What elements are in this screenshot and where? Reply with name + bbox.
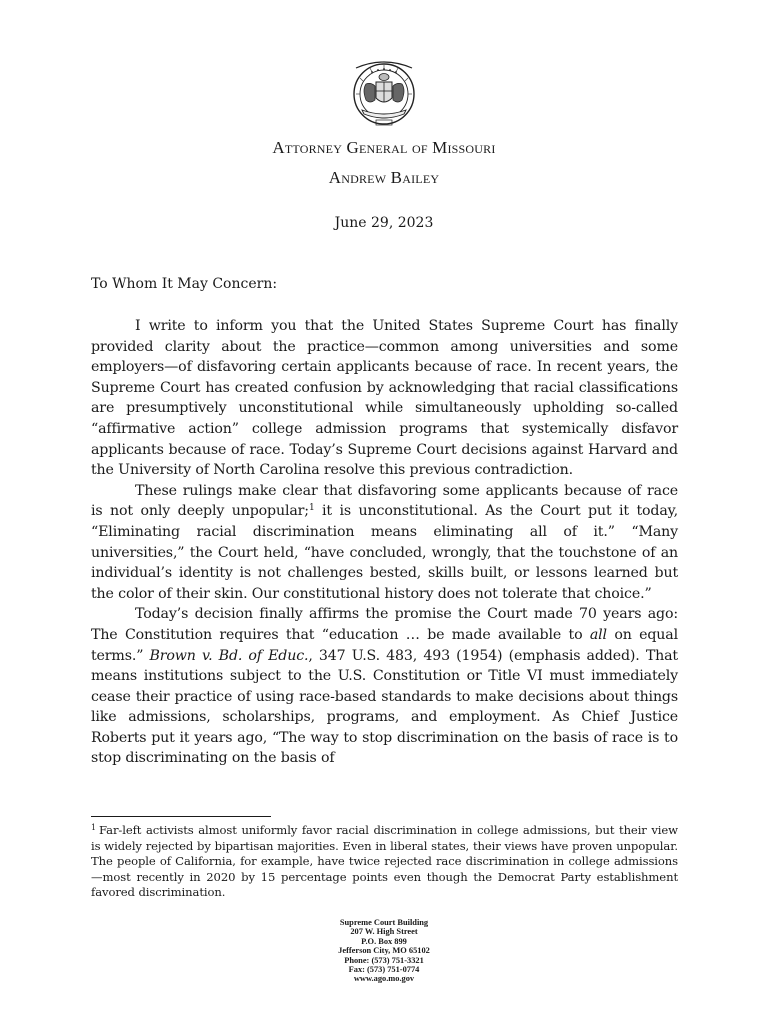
letter-body	[91, 316, 678, 769]
attorney-general-name: Andrew Bailey	[328, 168, 440, 187]
address-city: Jefferson City, MO 65102	[338, 946, 430, 956]
paragraph-2	[91, 481, 678, 605]
paragraph-3	[91, 604, 678, 769]
address-street: 207 W. High Street	[350, 927, 418, 937]
footnote-text: Far-left activists almost uniformly favor racial discrimination in college admissions, but their view is widely rejected by bipartisan majorities. Even in liberal states, their views have proven unpopular. The people of California, for example, have twice rejected race discrimination in college admissions—most recently in 2020 by 15 percentage points even though the Democrat Party establishment favored discrimination.	[91, 823, 678, 900]
paragraph-3-text-a: Today’s decision finally affirms the promise the Court made 70 years ago: The Constitution requires that “education … be made available to	[91, 606, 678, 643]
emphasis-all: all	[589, 626, 607, 643]
office-address	[0, 918, 768, 984]
address-website[interactable]: www.ago.mo.gov	[353, 974, 415, 984]
address-phone: Phone: (573) 751-3321	[344, 955, 424, 965]
office-title: Attorney General of Missouri	[272, 138, 496, 157]
address-fax: Fax: (573) 751-0774	[348, 965, 420, 975]
paragraph-2-text-a: These rulings make clear that disfavoring some applicants because of race is not only deeply unpopular;	[91, 482, 678, 520]
footnote-divider	[91, 816, 271, 817]
case-citation: Brown v. Bd. of Educ.	[149, 647, 309, 664]
paragraph-2-text-b: it is unconstitutional. As the Court put it today, “Eliminating racial discrimination means eliminating all of it.” “Many universities,” the Court held, “have concluded, wrongly, that the touchstone of an individual’s identity is not challenges bested, skills built, or lessons learned but the color of their skin. Our constitutional history does not tolerate that choice.”	[91, 503, 678, 602]
footnote-1	[91, 823, 678, 901]
missouri-state-seal-icon	[342, 54, 426, 132]
address-po-box: P.O. Box 899	[361, 936, 407, 946]
footnote-marker: 1	[91, 823, 96, 832]
paragraph-3-text-c: , 347 U.S. 483, 493 (1954) (emphasis added). That means institutions subject to the U.S. Constitution or Title VI must immediately cease their practice of using race-based standards to make decisions about things like admissions, scholarships, programs, and employment. As Chief Justice Roberts put it years ago, “The way to stop discrimination on the basis of race is to stop discriminating on the basis of	[91, 647, 678, 767]
paragraph-3-text-b: on equal terms.”	[91, 626, 678, 664]
footnote-reference[interactable]: 1	[308, 503, 315, 514]
salutation: To Whom It May Concern:	[91, 276, 278, 292]
address-building: Supreme Court Building	[339, 918, 429, 927]
paragraph-1: I write to inform you that the United States Supreme Court has finally provided clarity about the practice—common among universities and some employers—of disfavoring certain applicants because of race. In recent years, the Supreme Court has created confusion by acknowledging that racial classifications are presumptively unconstitutional while simultaneously upholding so-called “affirmative action” college admission programs that systemically disfavor applicants because of race. Today’s Supreme Court decisions against Harvard and the University of North Carolina resolve this previous contradiction.	[91, 318, 678, 479]
letter-date: June 29, 2023	[334, 215, 434, 231]
